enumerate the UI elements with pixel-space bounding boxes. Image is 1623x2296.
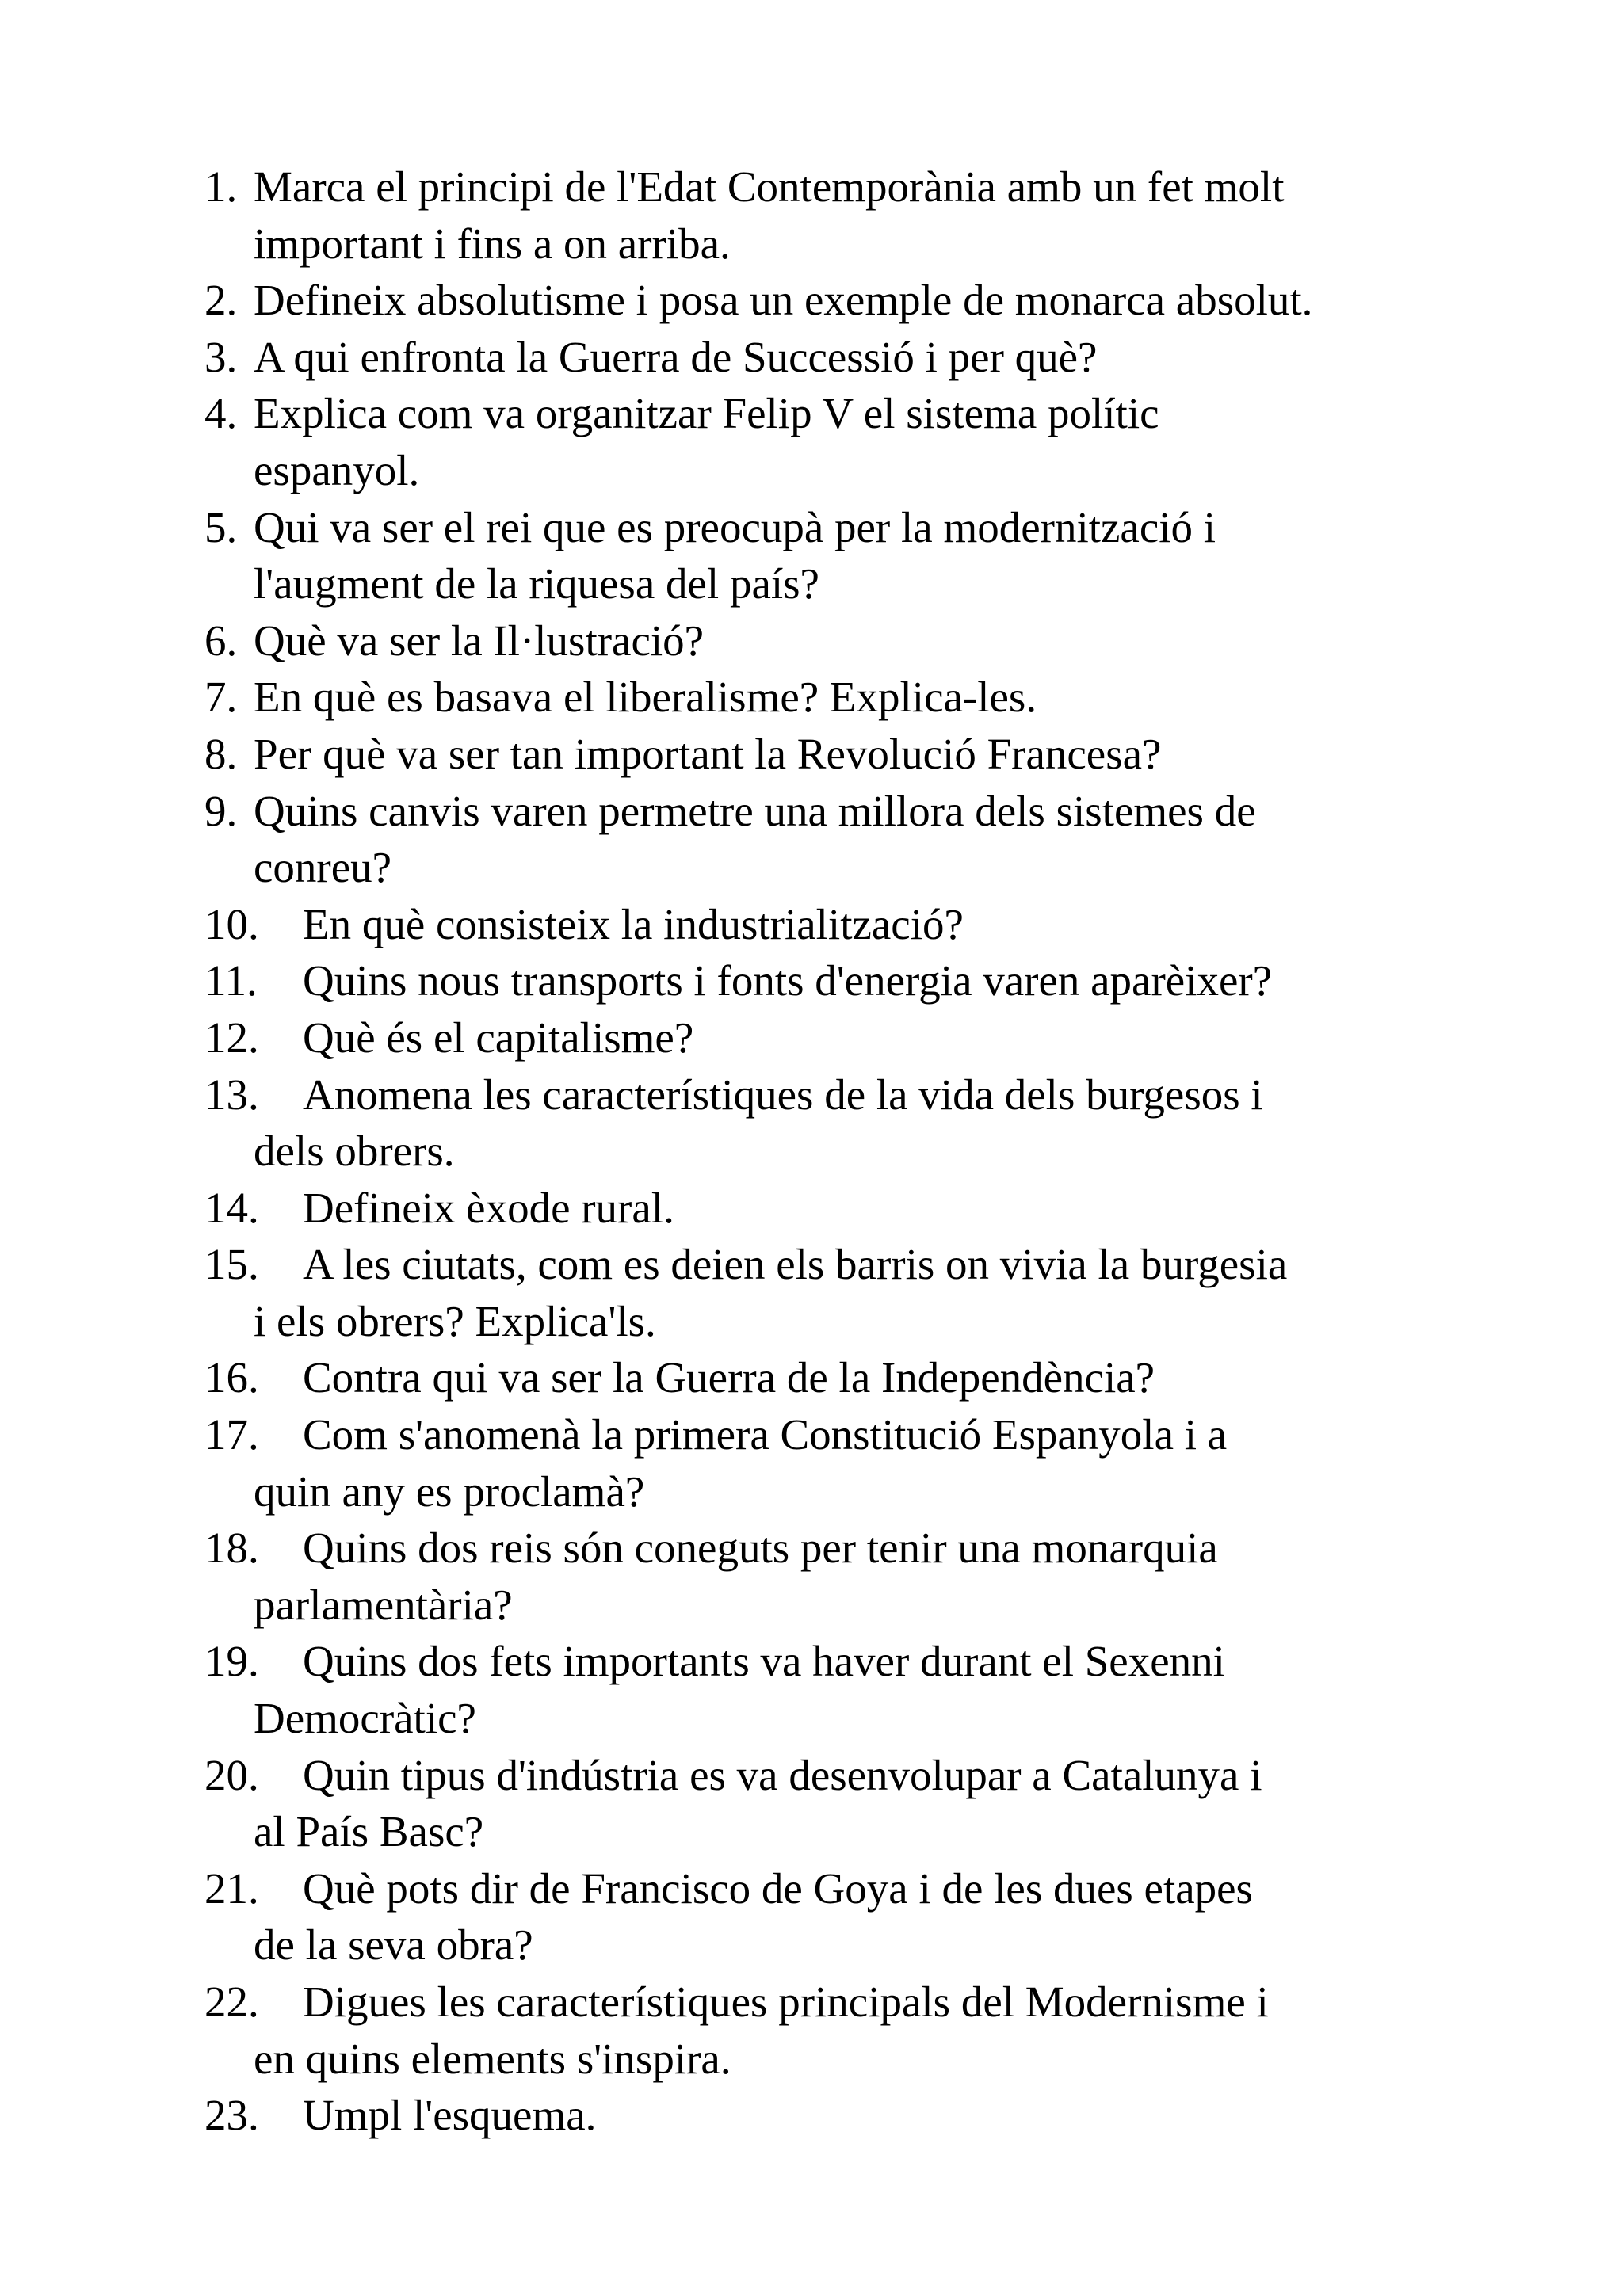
question-text: Què va ser la Il·lustració? bbox=[254, 616, 705, 665]
question-text: Digues les característiques principals del Modernisme i bbox=[303, 1978, 1269, 2026]
question-text: Quins dos fets importants va haver durant el Sexenni bbox=[303, 1637, 1225, 1686]
question-text: Marca el principi de l'Edat Contemporània amb un fet molt bbox=[254, 162, 1285, 211]
question-number: 7. bbox=[204, 673, 238, 722]
question-item bbox=[204, 1180, 1504, 1237]
question-text-continuation: de la seva obra? bbox=[254, 1920, 533, 1970]
question-text: Quins dos reis són coneguts per tenir una monarquia bbox=[303, 1524, 1218, 1573]
question-text-continuation: parlamentària? bbox=[254, 1580, 513, 1629]
question-number: 20. bbox=[204, 1750, 259, 1799]
question-item bbox=[204, 1520, 1504, 1633]
question-number: 23. bbox=[204, 2091, 259, 2140]
question-text-continuation: important i fins a on arriba. bbox=[254, 219, 731, 268]
question-text: Què és el capitalisme? bbox=[303, 1013, 694, 1062]
question-item bbox=[204, 726, 1504, 783]
question-text-continuation: al País Basc? bbox=[254, 1807, 484, 1856]
question-text: Qui va ser el rei que es preocupà per la modernització i bbox=[254, 502, 1216, 551]
question-text: Explica com va organitzar Felip V el sistema polític bbox=[254, 389, 1159, 438]
question-item bbox=[204, 1974, 1504, 2087]
question-text-continuation: i els obrers? Explica'ls. bbox=[254, 1296, 656, 1345]
question-item bbox=[204, 272, 1504, 329]
question-text: Què pots dir de Francisco de Goya i de les dues etapes bbox=[303, 1863, 1253, 1913]
question-list bbox=[204, 158, 1504, 2144]
question-item bbox=[204, 1747, 1504, 1860]
question-text: Defineix èxode rural. bbox=[303, 1183, 674, 1232]
question-text-continuation: conreu? bbox=[254, 843, 392, 892]
question-item bbox=[204, 1860, 1504, 1974]
question-number: 6. bbox=[204, 616, 238, 665]
question-text-continuation: l'augment de la riquesa del país? bbox=[254, 559, 819, 608]
question-number: 3. bbox=[204, 332, 238, 381]
question-item bbox=[204, 158, 1504, 272]
question-number: 15. bbox=[204, 1240, 259, 1289]
question-text: A qui enfronta la Guerra de Successió i per què? bbox=[254, 332, 1098, 381]
question-item bbox=[204, 1349, 1504, 1406]
question-text: Defineix absolutisme i posa un exemple de monarca absolut. bbox=[254, 276, 1313, 325]
question-item bbox=[204, 385, 1504, 498]
question-text: Quins nous transports i fonts d'energia varen aparèixer? bbox=[303, 956, 1273, 1005]
question-text: Com s'anomenà la primera Constitució Espanyola i a bbox=[303, 1410, 1228, 1459]
question-item bbox=[204, 499, 1504, 612]
question-item bbox=[204, 2087, 1504, 2144]
question-text-continuation: Democràtic? bbox=[254, 1694, 476, 1743]
question-text-continuation: espanyol. bbox=[254, 445, 420, 494]
question-number: 1. bbox=[204, 162, 238, 211]
question-text: Quins canvis varen permetre una millora dels sistemes de bbox=[254, 786, 1256, 835]
question-text-continuation: en quins elements s'inspira. bbox=[254, 2034, 731, 2083]
question-item bbox=[204, 1066, 1504, 1180]
question-item bbox=[204, 1009, 1504, 1066]
question-number: 12. bbox=[204, 1013, 259, 1062]
question-item bbox=[204, 1633, 1504, 1746]
question-item bbox=[204, 329, 1504, 386]
question-item bbox=[204, 669, 1504, 726]
question-number: 13. bbox=[204, 1070, 259, 1119]
question-text: En què es basava el liberalisme? Explica-les. bbox=[254, 673, 1037, 722]
question-text-continuation: dels obrers. bbox=[254, 1127, 455, 1176]
question-text: Quin tipus d'indústria es va desenvolupar a Catalunya i bbox=[303, 1750, 1262, 1799]
question-number: 14. bbox=[204, 1183, 259, 1232]
question-text: Umpl l'esquema. bbox=[303, 2091, 597, 2140]
question-number: 18. bbox=[204, 1524, 259, 1573]
question-number: 5. bbox=[204, 502, 238, 551]
question-item bbox=[204, 1406, 1504, 1520]
question-number: 22. bbox=[204, 1978, 259, 2026]
question-text: En què consisteix la industrialització? bbox=[303, 899, 964, 948]
question-item bbox=[204, 1236, 1504, 1349]
question-number: 4. bbox=[204, 389, 238, 438]
question-item bbox=[204, 783, 1504, 896]
question-item bbox=[204, 952, 1504, 1009]
question-text-continuation: quin any es proclamà? bbox=[254, 1466, 645, 1516]
question-number: 8. bbox=[204, 729, 238, 778]
question-item bbox=[204, 612, 1504, 669]
question-text: Contra qui va ser la Guerra de la Independència? bbox=[303, 1353, 1155, 1402]
question-number: 16. bbox=[204, 1353, 259, 1402]
question-number: 9. bbox=[204, 786, 238, 835]
question-number: 10. bbox=[204, 899, 259, 948]
question-text: Per què va ser tan important la Revolució Francesa? bbox=[254, 729, 1162, 778]
question-number: 11. bbox=[204, 956, 258, 1005]
question-text: A les ciutats, com es deien els barris on vivia la burgesia bbox=[303, 1240, 1288, 1289]
question-text: Anomena les característiques de la vida dels burgesos i bbox=[303, 1070, 1263, 1119]
question-number: 2. bbox=[204, 276, 238, 325]
question-number: 19. bbox=[204, 1637, 259, 1686]
question-number: 17. bbox=[204, 1410, 259, 1459]
question-item bbox=[204, 896, 1504, 953]
question-number: 21. bbox=[204, 1863, 259, 1913]
